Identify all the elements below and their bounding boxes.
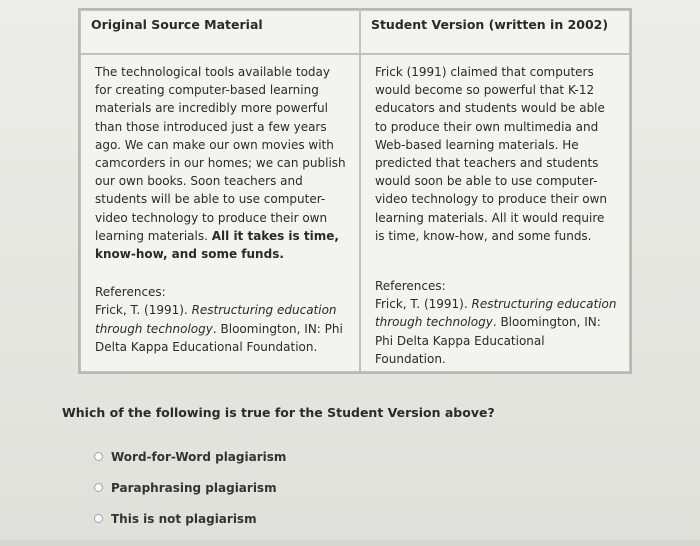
option-label: This is not plagiarism	[111, 511, 257, 526]
radio-button-icon[interactable]	[94, 483, 103, 492]
original-ref-author: Frick, T. (1991).	[95, 303, 188, 318]
radio-button-icon[interactable]	[94, 514, 103, 523]
original-references-label: References:	[95, 285, 166, 300]
header-student-version: Student Version (written in 2002)	[360, 10, 630, 54]
original-references	[95, 283, 347, 356]
original-ref-title: Restructuring education through technology	[95, 303, 337, 336]
radio-button-icon[interactable]	[94, 452, 103, 461]
table-body-row	[80, 54, 630, 372]
student-references-label: References:	[374, 279, 446, 294]
student-ref-publisher: . Bloomington, IN: Phi Delta Kappa Educational Foundation.	[374, 315, 601, 366]
original-source-cell	[80, 54, 360, 372]
student-references	[375, 277, 617, 368]
original-source-text	[95, 63, 347, 263]
option-word-for-word[interactable]	[94, 441, 286, 472]
option-label: Paraphrasing plagiarism	[111, 480, 277, 495]
option-not-plagiarism[interactable]	[94, 503, 286, 534]
table-header-row	[80, 10, 630, 54]
question-prompt: Which of the following is true for the Student Version above?	[62, 405, 495, 420]
answer-options	[94, 441, 286, 534]
comparison-table	[78, 8, 632, 374]
header-original-source: Original Source Material	[80, 10, 360, 54]
student-version-text: Frick (1991) claimed that computers would become so powerful that K-12 educators and students would be able to produce their own multimedia and Web-based learning materials. He predicted that teachers and students would soon be able to use computer-video technology to produce their own learning materials. All it would require is time, know-how, and some funds.	[374, 65, 608, 243]
original-source-bold-sentence: All it takes is time, know-how, and some funds.	[95, 228, 339, 262]
original-ref-publisher: . Bloomington, IN: Phi Delta Kappa Educational Foundation.	[95, 321, 343, 354]
student-ref-author: Frick, T. (1991).	[374, 297, 468, 312]
original-source-body: The technological tools available today for creating computer-based learning materials are incredibly more powerful than those introduced just a few years ago. We can make our own movies with camcorders in our homes; we can publish our own books. Soon teachers and students will be able to use computer-video technology to produce their own learning materials.	[95, 65, 346, 243]
option-paraphrasing[interactable]	[94, 472, 286, 503]
option-label: Word-for-Word plagiarism	[111, 449, 287, 464]
screen-bottom-edge	[0, 540, 700, 546]
original-reference-entry	[95, 301, 347, 356]
student-reference-entry	[375, 295, 617, 368]
student-ref-title: Restructuring education through technology	[374, 297, 617, 330]
student-version-cell	[360, 54, 630, 372]
